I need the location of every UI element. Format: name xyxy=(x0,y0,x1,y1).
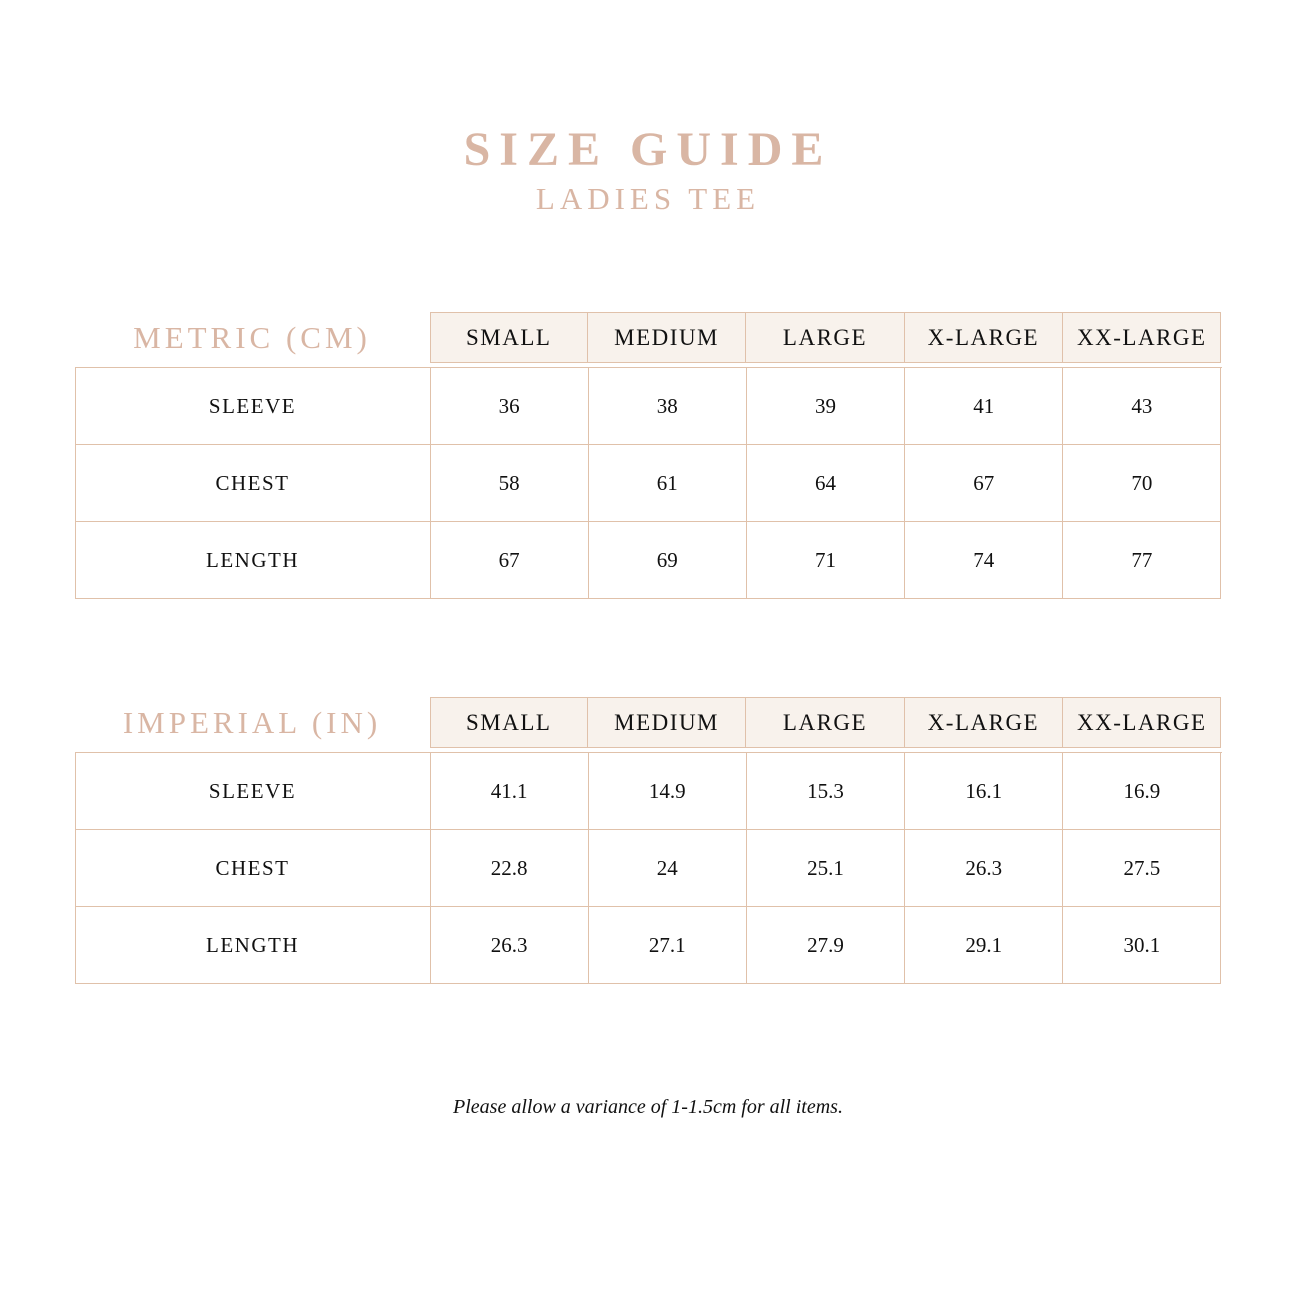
row-label: CHEST xyxy=(76,830,431,907)
size-value-cell: 67 xyxy=(905,445,1063,522)
variance-footnote: Please allow a variance of 1-1.5cm for all items. xyxy=(453,1096,843,1118)
size-value-cell: 27.1 xyxy=(589,907,747,984)
metric-header-row xyxy=(75,312,1222,363)
size-value-cell: 30.1 xyxy=(1063,907,1221,984)
size-value-cell: 70 xyxy=(1063,445,1221,522)
metric-table xyxy=(75,312,1222,599)
size-value-cell: 15.3 xyxy=(747,753,905,830)
size-value-cell: 29.1 xyxy=(905,907,1063,984)
size-value-cell: 43 xyxy=(1063,368,1221,445)
size-value-cell: 71 xyxy=(747,522,905,599)
size-column-header: LARGE xyxy=(746,312,904,363)
size-value-cell: 25.1 xyxy=(747,830,905,907)
size-value-cell: 14.9 xyxy=(589,753,747,830)
size-value-cell: 61 xyxy=(589,445,747,522)
size-value-cell: 39 xyxy=(747,368,905,445)
size-value-cell: 41.1 xyxy=(431,753,589,830)
size-value-cell: 38 xyxy=(589,368,747,445)
size-value-cell: 16.1 xyxy=(905,753,1063,830)
size-value-cell: 74 xyxy=(905,522,1063,599)
page-title: SIZE GUIDE xyxy=(463,123,833,176)
imperial-header-row xyxy=(75,697,1222,748)
size-value-cell: 16.9 xyxy=(1063,753,1221,830)
row-label: CHEST xyxy=(76,445,431,522)
size-column-header: MEDIUM xyxy=(588,697,746,748)
size-value-cell: 64 xyxy=(747,445,905,522)
size-value-cell: 26.3 xyxy=(431,907,589,984)
size-column-header: XX-LARGE xyxy=(1063,312,1221,363)
metric-body xyxy=(75,367,1222,599)
size-value-cell: 26.3 xyxy=(905,830,1063,907)
size-value-cell: 22.8 xyxy=(431,830,589,907)
row-label: SLEEVE xyxy=(76,753,431,830)
size-column-header: SMALL xyxy=(430,697,588,748)
size-column-header: X-LARGE xyxy=(905,312,1063,363)
row-label: SLEEVE xyxy=(76,368,431,445)
size-value-cell: 27.9 xyxy=(747,907,905,984)
size-column-header: X-LARGE xyxy=(905,697,1063,748)
section-label: IMPERIAL (IN) xyxy=(122,704,382,740)
size-column-header: SMALL xyxy=(430,312,588,363)
size-value-cell: 27.5 xyxy=(1063,830,1221,907)
size-value-cell: 58 xyxy=(431,445,589,522)
size-value-cell: 41 xyxy=(905,368,1063,445)
size-column-header: MEDIUM xyxy=(588,312,746,363)
size-column-header: LARGE xyxy=(746,697,904,748)
size-value-cell: 36 xyxy=(431,368,589,445)
section-label: METRIC (CM) xyxy=(133,319,371,355)
size-value-cell: 69 xyxy=(589,522,747,599)
imperial-table xyxy=(75,697,1222,984)
size-value-cell: 24 xyxy=(589,830,747,907)
size-value-cell: 77 xyxy=(1063,522,1221,599)
title-block xyxy=(0,0,1296,217)
row-label: LENGTH xyxy=(76,907,431,984)
page-subtitle: LADIES TEE xyxy=(535,181,761,216)
size-value-cell: 67 xyxy=(431,522,589,599)
size-column-header: XX-LARGE xyxy=(1063,697,1221,748)
imperial-body xyxy=(75,752,1222,984)
row-label: LENGTH xyxy=(76,522,431,599)
